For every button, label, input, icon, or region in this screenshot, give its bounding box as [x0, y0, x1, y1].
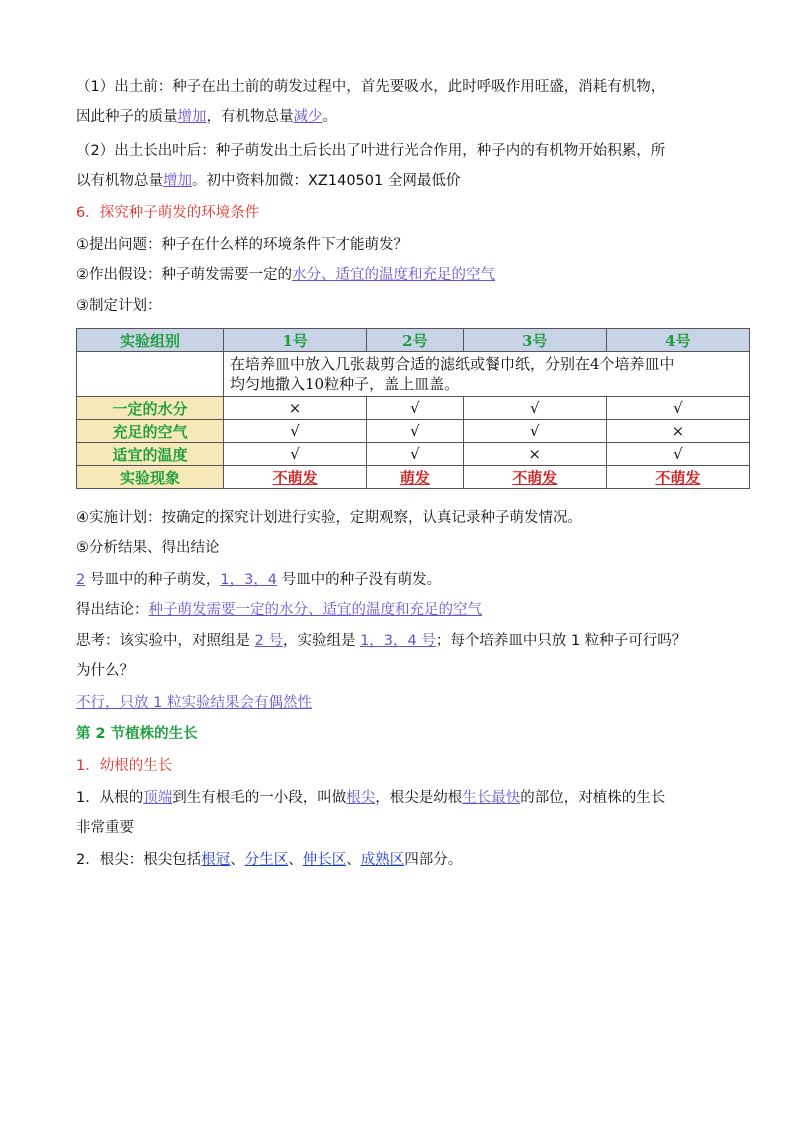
- p2-line1: （2）出土长出叶后：种子萌发出土后长出了叶进行光合作用，种子内的有机物开始积累，所: [76, 143, 666, 159]
- fill-blank: 成熟区: [360, 852, 405, 868]
- table-cell: √: [367, 420, 463, 443]
- table-cell: ×: [224, 397, 367, 420]
- header-cell: 3号: [463, 329, 606, 352]
- fill-blank: 顶端: [143, 790, 173, 806]
- fill-blank: 增加: [163, 173, 192, 189]
- fill-blank: 根尖: [346, 790, 376, 806]
- p1-line1: （1）出土前：种子在出土前的萌发过程中，首先要吸水，此时呼吸作用旺盛，消耗有机物，: [76, 79, 666, 95]
- subsection-title: 1．幼根的生长: [76, 758, 173, 774]
- table-row-desc: [77, 352, 750, 397]
- p1-line2: 因此种子的质量增加，有机物总量减少。: [76, 109, 337, 125]
- header-cell: 1号: [224, 329, 367, 352]
- table-cell: ×: [606, 420, 749, 443]
- item1-line1: 1．从根的顶端到生有根毛的一小段，叫做根尖，根尖是幼根生长最快的部位，对植株的生长: [76, 790, 666, 806]
- table-cell: √: [224, 420, 367, 443]
- fill-blank: 伸长区: [302, 852, 347, 868]
- p2-line2: 以有机物总量增加。初中资料加微：XZ140501 全网最低价: [76, 173, 461, 189]
- item1-line2: 非常重要: [76, 820, 134, 836]
- step-1: ①提出问题：种子在什么样的环境条件下才能萌发？: [76, 237, 408, 253]
- result-cell: 不萌发: [224, 466, 367, 489]
- header-cell: 4号: [606, 329, 749, 352]
- table-row: [77, 420, 750, 443]
- table-row: [77, 443, 750, 466]
- conclusion: 得出结论：种子萌发需要一定的水分、适宜的温度和充足的空气: [76, 602, 482, 618]
- row-label: 适宜的温度: [77, 443, 224, 466]
- result-cell: 萌发: [367, 466, 463, 489]
- table-cell: √: [224, 443, 367, 466]
- think-line2: 为什么？: [76, 663, 134, 679]
- fill-blank: 1，3，4 号: [360, 633, 436, 649]
- table-cell: √: [606, 397, 749, 420]
- experiment-table: [76, 328, 750, 489]
- result-line: 2 号皿中的种子萌发，1，3，4 号皿中的种子没有萌发。: [76, 572, 442, 588]
- fill-blank: 1，3，4: [220, 572, 278, 588]
- section-heading: 6．探究种子萌发的环境条件: [76, 205, 260, 221]
- step-3: ③制定计划：: [76, 298, 162, 314]
- description-cell: 在培养皿中放入几张裁剪合适的滤纸或餐巾纸，分别在4个培养皿中 均匀地撒入10粒种子，盖上皿盖。: [224, 352, 750, 397]
- result-cell: 不萌发: [463, 466, 606, 489]
- table-cell: √: [367, 443, 463, 466]
- think-line1: 思考：该实验中，对照组是 2 号，实验组是 1，3，4 号；每个培养皿中只放 1 粒种子可行吗？: [76, 633, 687, 649]
- fill-blank: 生长最快: [462, 790, 521, 806]
- section-title: 第 2 节植株的生长: [76, 726, 198, 742]
- header-cell: 实验组别: [77, 329, 224, 352]
- row-label: 实验现象: [77, 466, 224, 489]
- fill-blank: 水分、适宜的温度和充足的空气: [292, 267, 495, 283]
- table-header-row: [77, 329, 750, 352]
- step-2: ②作出假设：种子萌发需要一定的水分、适宜的温度和充足的空气: [76, 267, 495, 283]
- fill-blank: 种子萌发需要一定的水分、适宜的温度和充足的空气: [148, 602, 482, 618]
- step-4: ④实施计划：按确定的探究计划进行实验，定期观察，认真记录种子萌发情况。: [76, 510, 582, 526]
- table-cell: √: [463, 420, 606, 443]
- fill-blank: 根冠: [201, 852, 231, 868]
- think-answer: 不行，只放 1 粒实验结果会有偶然性: [76, 695, 312, 711]
- header-cell: 2号: [367, 329, 463, 352]
- row-label: 一定的水分: [77, 397, 224, 420]
- table-cell: √: [606, 443, 749, 466]
- fill-blank: 增加: [177, 109, 207, 125]
- fill-blank: 2: [76, 572, 86, 588]
- table-row-result: [77, 466, 750, 489]
- fill-blank: 2 号: [254, 633, 283, 649]
- table-cell: ×: [463, 443, 606, 466]
- item2-line: 2．根尖：根尖包括根冠、分生区、伸长区、成熟区四部分。: [76, 852, 463, 868]
- table-row: [77, 397, 750, 420]
- row-label: 充足的空气: [77, 420, 224, 443]
- step-5: ⑤分析结果、得出结论: [76, 540, 220, 556]
- result-cell: 不萌发: [606, 466, 749, 489]
- fill-blank: 分生区: [244, 852, 289, 868]
- table-cell: √: [367, 397, 463, 420]
- fill-blank: 减少: [293, 109, 323, 125]
- empty-cell: [77, 352, 224, 397]
- table-cell: √: [463, 397, 606, 420]
